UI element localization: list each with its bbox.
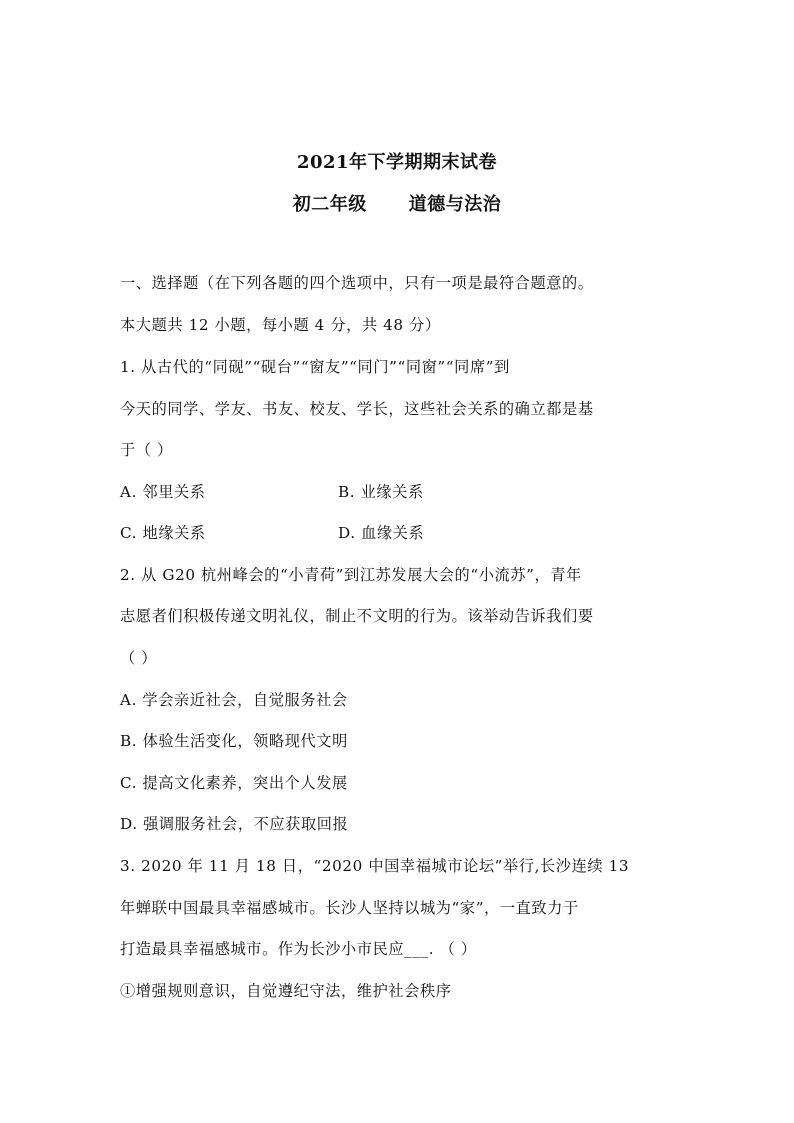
- q2-stem-line-2: 志愿者们积极传递文明礼仪，制止不文明的行为。该举动告诉我们要: [120, 607, 594, 625]
- q3-stem-line-1: 3. 2020 年 11 月 18 日，“2020 中国幸福城市论坛”举行,长沙连续 13: [120, 857, 630, 875]
- section-instruction-line-1: 一、选择题（在下列各题的四个选项中，只有一项是最符合题意的。: [120, 274, 594, 292]
- q1-option-a: A. 邻里关系: [120, 483, 206, 501]
- q1-stem-line-2: 今天的同学、学友、书友、校友、学长，这些社会关系的确立都是基: [120, 400, 594, 418]
- subject-label: 道德与法治: [408, 194, 502, 215]
- q1-stem-line-1: 1. 从古代的“同砚”“砚台”“窗友”“同门”“同窗”“同席”到: [120, 358, 510, 376]
- q3-item-1: ①增强规则意识，自觉遵纪守法，维护社会秩序: [120, 982, 452, 1000]
- q1-stem-line-3: 于（ ）: [120, 441, 173, 459]
- q2-stem-line-1: 2. 从 G20 杭州峰会的“小青荷”到江苏发展大会的“小流苏”，青年: [120, 566, 582, 584]
- q1-option-b: B. 业缘关系: [338, 483, 424, 501]
- q1-options-row-1: [120, 482, 680, 502]
- grade-label: 初二年级: [292, 194, 367, 215]
- q1-option-d: D. 血缘关系: [338, 524, 425, 542]
- q2-option-a: A. 学会亲近社会，自觉服务社会: [120, 691, 348, 709]
- q1-options-row-2: [120, 523, 680, 543]
- q2-option-d: D. 强调服务社会，不应获取回报: [120, 815, 349, 833]
- q3-stem-line-3: 打造最具幸福感城市。作为长沙小市民应___. （ ）: [120, 940, 477, 958]
- section-instruction-line-2: 本大题共 12 小题，每小题 4 分，共 48 分）: [120, 316, 441, 334]
- q2-stem-line-3: （ ）: [120, 649, 158, 667]
- q3-stem-line-2: 年蝉联中国最具幸福感城市。长沙人坚持以城为“家”，一直致力于: [120, 899, 579, 917]
- q2-option-b: B. 体验生活变化，领略现代文明: [120, 732, 348, 750]
- exam-title: 2021年下学期期末试卷: [296, 152, 498, 173]
- exam-subtitle: [0, 190, 794, 216]
- q1-option-c: C. 地缘关系: [120, 524, 206, 542]
- q2-option-c: C. 提高文化素养，突出个人发展: [120, 774, 348, 792]
